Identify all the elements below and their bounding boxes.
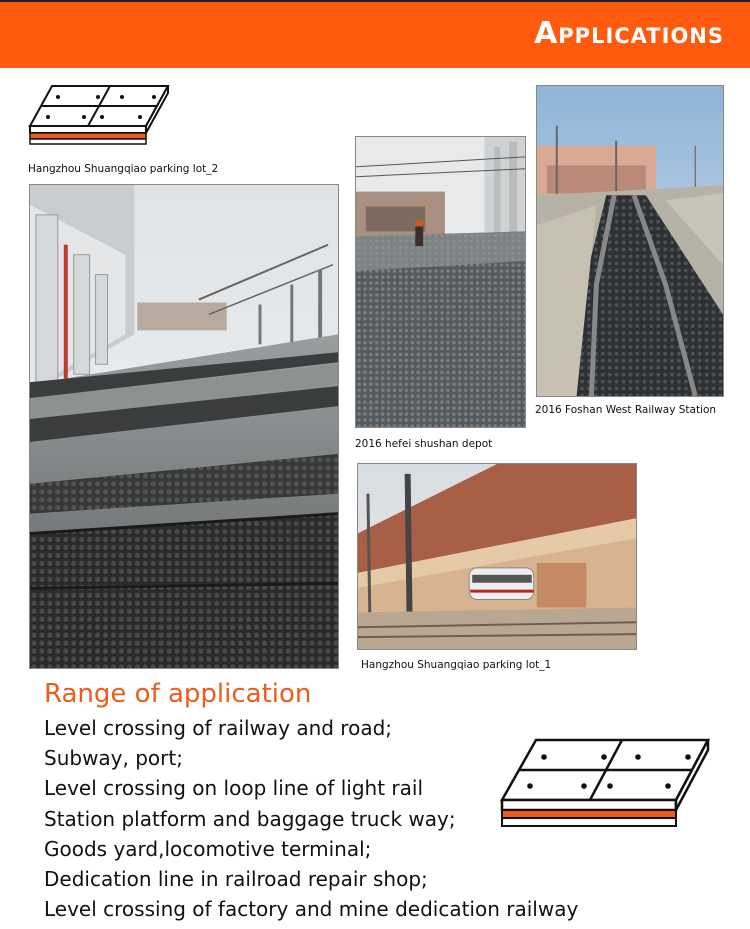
range-title: Range of application <box>44 679 312 709</box>
photo-caption-3: 2016 Foshan West Railway Station <box>535 404 717 416</box>
photo-parking-lot-1 <box>357 463 637 650</box>
rubber-slab-icon <box>28 84 170 146</box>
range-item: Level crossing on loop line of light rail <box>44 776 424 801</box>
photo-caption-1: Hangzhou Shuangqiao parking lot_2 <box>28 163 219 175</box>
rubber-slab-icon <box>500 738 712 830</box>
page-title: Applications <box>534 16 724 51</box>
range-item: Goods yard,locomotive terminal; <box>44 836 372 861</box>
range-item: Level crossing of factory and mine dedication railway <box>44 897 579 922</box>
photo-hefei-depot <box>355 136 526 428</box>
range-item: Dedication line in railroad repair shop; <box>44 866 428 891</box>
range-list <box>44 713 578 924</box>
range-item: Level crossing of railway and road; <box>44 716 393 740</box>
photo-foshan-station <box>536 85 724 397</box>
photo-parking-lot-2 <box>29 184 339 669</box>
photo-caption-4: Hangzhou Shuangqiao parking lot_1 <box>361 659 552 671</box>
header-banner <box>0 0 750 68</box>
range-item: Station platform and baggage truck way; <box>44 806 456 831</box>
photo-caption-2: 2016 hefei shushan depot <box>355 438 493 450</box>
range-item: Subway, port; <box>44 746 183 771</box>
